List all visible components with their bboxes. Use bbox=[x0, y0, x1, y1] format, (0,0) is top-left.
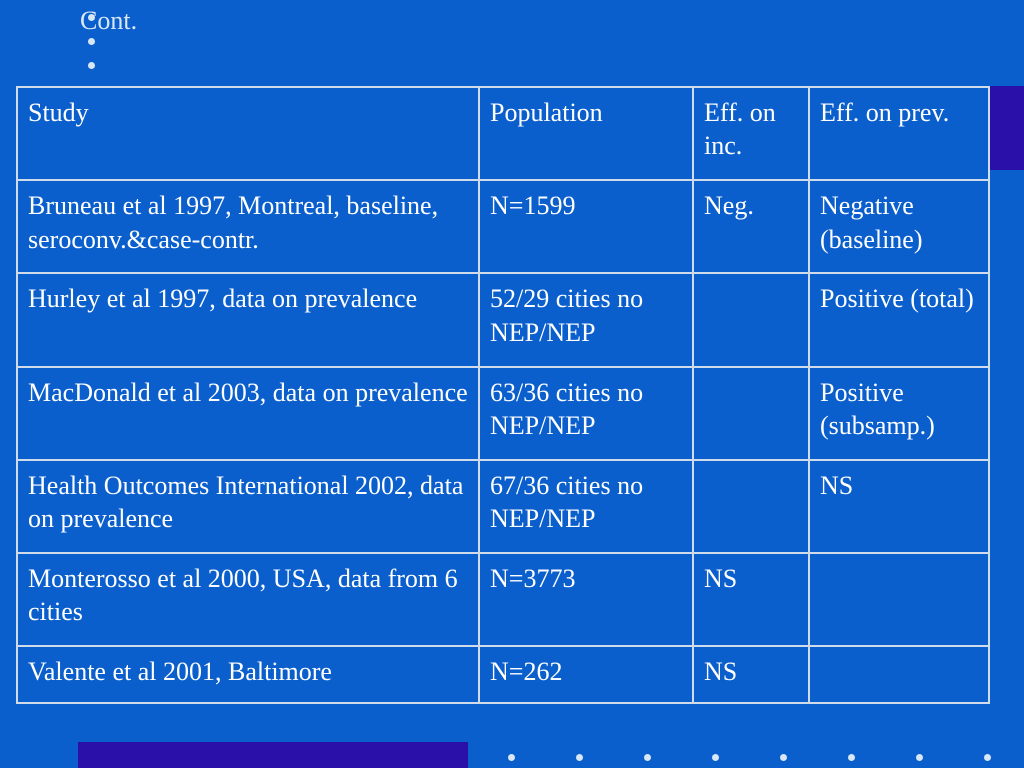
cell-population: 67/36 cities no NEP/NEP bbox=[479, 460, 693, 553]
table-header-row bbox=[17, 87, 989, 180]
cell-eff-inc: Neg. bbox=[693, 180, 809, 273]
table-row bbox=[17, 273, 989, 366]
dot-icon bbox=[712, 754, 719, 761]
cell-population: N=262 bbox=[479, 646, 693, 703]
cell-eff-prev bbox=[809, 553, 989, 646]
cell-eff-inc bbox=[693, 367, 809, 460]
dot-icon bbox=[88, 62, 95, 69]
table-row bbox=[17, 367, 989, 460]
cell-study: Bruneau et al 1997, Montreal, baseline, seroconv.&case-contr. bbox=[17, 180, 479, 273]
cell-study: Health Outcomes International 2002, data on prevalence bbox=[17, 460, 479, 553]
cell-eff-prev: Negative (baseline) bbox=[809, 180, 989, 273]
decorative-dots-horizontal bbox=[500, 754, 1024, 764]
cell-eff-prev: NS bbox=[809, 460, 989, 553]
dot-icon bbox=[88, 38, 95, 45]
header-eff-prev: Eff. on prev. bbox=[809, 87, 989, 180]
cell-population: N=3773 bbox=[479, 553, 693, 646]
table-row bbox=[17, 460, 989, 553]
dot-icon bbox=[780, 754, 787, 761]
cell-eff-prev: Positive (subsamp.) bbox=[809, 367, 989, 460]
header-eff-inc: Eff. on inc. bbox=[693, 87, 809, 180]
header-study: Study bbox=[17, 87, 479, 180]
cell-eff-inc bbox=[693, 273, 809, 366]
cell-eff-prev: Positive (total) bbox=[809, 273, 989, 366]
cell-eff-inc bbox=[693, 460, 809, 553]
cell-population: 52/29 cities no NEP/NEP bbox=[479, 273, 693, 366]
cell-eff-prev bbox=[809, 646, 989, 703]
dot-icon bbox=[916, 754, 923, 761]
table-row bbox=[17, 553, 989, 646]
table-row bbox=[17, 180, 989, 273]
cell-population: 63/36 cities no NEP/NEP bbox=[479, 367, 693, 460]
studies-table bbox=[16, 86, 990, 704]
cell-population: N=1599 bbox=[479, 180, 693, 273]
accent-bar-bottom bbox=[78, 742, 468, 768]
dot-icon bbox=[576, 754, 583, 761]
cell-study: Valente et al 2001, Baltimore bbox=[17, 646, 479, 703]
header-population: Population bbox=[479, 87, 693, 180]
cell-eff-inc: NS bbox=[693, 646, 809, 703]
cell-study: Hurley et al 1997, data on prevalence bbox=[17, 273, 479, 366]
accent-block-right bbox=[988, 86, 1024, 170]
cell-study: MacDonald et al 2003, data on prevalence bbox=[17, 367, 479, 460]
dot-icon bbox=[984, 754, 991, 761]
dot-icon bbox=[508, 754, 515, 761]
dot-icon bbox=[848, 754, 855, 761]
dot-icon bbox=[644, 754, 651, 761]
cell-study: Monterosso et al 2000, USA, data from 6 cities bbox=[17, 553, 479, 646]
cell-eff-inc: NS bbox=[693, 553, 809, 646]
slide-title: Cont. bbox=[80, 6, 138, 35]
table-row bbox=[17, 646, 989, 703]
